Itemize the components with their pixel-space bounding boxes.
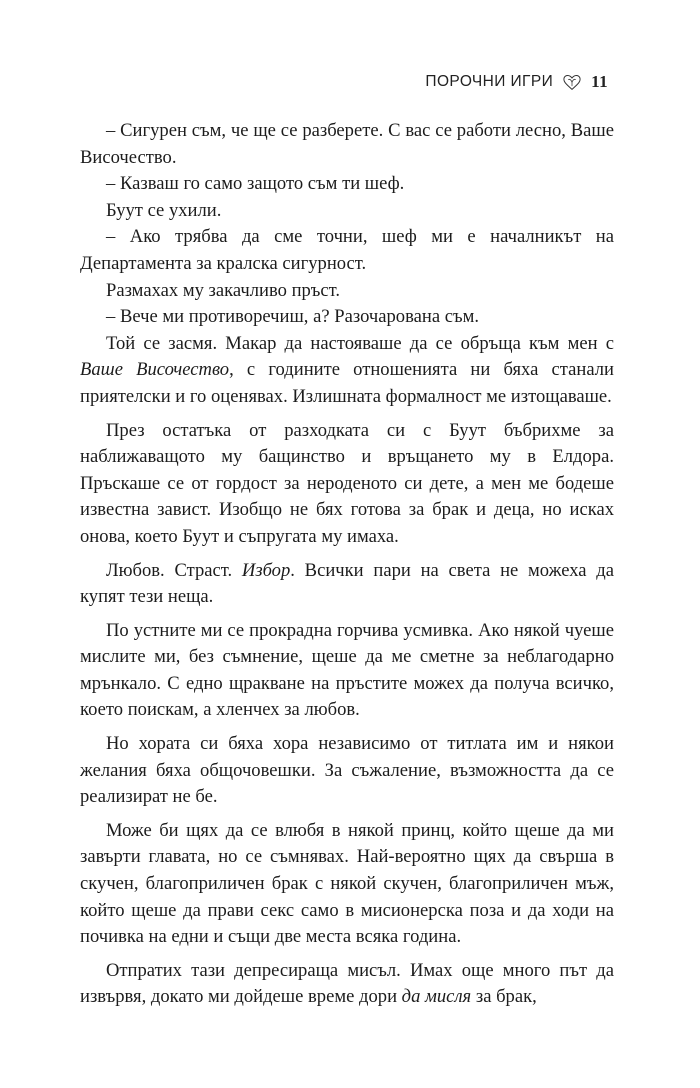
paragraph	[80, 331, 614, 411]
paragraph	[80, 418, 614, 551]
paragraph	[80, 118, 614, 171]
paragraph	[80, 818, 614, 951]
paragraph	[80, 171, 614, 198]
paragraph-text: Може би щях да се влюбя в някой принц, който щеше да ми завърти главата, но се съмнявах. Най-вероятно щях да свърша в скучен, благоприличен брак с някой скучен, благоприличен мъж, който щеше да прави секс само в мисионерска поза и да ходи на почивка на едни и същи две места всяка година.	[80, 819, 614, 948]
heart-ornament-icon	[561, 71, 583, 93]
paragraph	[80, 731, 614, 811]
paragraph-text: . Всички пари на света не можеха да купят тези неща.	[80, 559, 615, 608]
paragraph	[80, 558, 614, 611]
paragraph-text: – Вече ми противоречиш, а? Разочарована съм.	[106, 306, 480, 328]
paragraph-text: за брак,	[471, 986, 537, 1008]
paragraph-text: Размахах му закачливо пръст.	[106, 279, 341, 301]
paragraph-text: – Ако трябва да сме точни, шеф ми е началникът на Департамента за кралска сигурност.	[80, 226, 614, 274]
running-header	[425, 71, 608, 93]
emphasized-text: Ваше Височество	[80, 359, 230, 381]
paragraph-text: Но хората си бяха хора независимо от титлата им и някои желания бяха общочовешки. За съжаление, възможността да се реализират не бе.	[80, 733, 614, 808]
paragraph-text: Буут се ухили.	[106, 199, 222, 221]
paragraph	[80, 198, 614, 225]
body-text	[80, 118, 614, 1011]
paragraph-text: През остатъка от разходката си с Буут бъбрихме за наближаващото му бащинство и връщането му в Елдора. Пръскаше се от гордост за нероденото си дете, а мен ме бодеше известна завист. Изобщо не бях готова за брак и деца, но исках онова, което Буут и съпругата му имаха.	[80, 419, 614, 547]
book-title: ПОРОЧНИ ИГРИ	[425, 73, 554, 90]
paragraph	[80, 958, 614, 1011]
paragraph	[80, 278, 614, 305]
paragraph-text: Той се засмя. Макар да настояваше да се обръща към мен с	[106, 332, 614, 354]
paragraph-text: Любов. Страст.	[106, 559, 242, 581]
paragraph	[80, 618, 614, 724]
paragraph-text: , с годините отношенията ни бяха станали приятелски и го оценявах. Излишната формалност ме изтощаваше.	[80, 359, 614, 407]
emphasized-text: да мисля	[401, 986, 472, 1008]
emphasized-text: Избор	[241, 559, 291, 581]
paragraph-text: Отпратих тази депресираща мисъл. Имах още много път да извървя, докато ми дойдеше време дори	[80, 959, 614, 1008]
page-number: 11	[591, 72, 608, 91]
paragraph-text: По устните ми се прокрадна горчива усмивка. Ако някой чуеше мислите ми, без съмнение, щеше да ме сметне за неблагодарно мрънкало. С едно щракване на пръстите можех да получа всичко, което поискам, а хленчех за любов.	[80, 619, 614, 721]
paragraph-text: – Казваш го само защото съм ти шеф.	[106, 173, 405, 195]
paragraph	[80, 224, 614, 277]
paragraph	[80, 304, 614, 331]
paragraph-text: – Сигурен съм, че ще се разберете. С вас се работи лесно, Ваше Височество.	[80, 120, 614, 168]
